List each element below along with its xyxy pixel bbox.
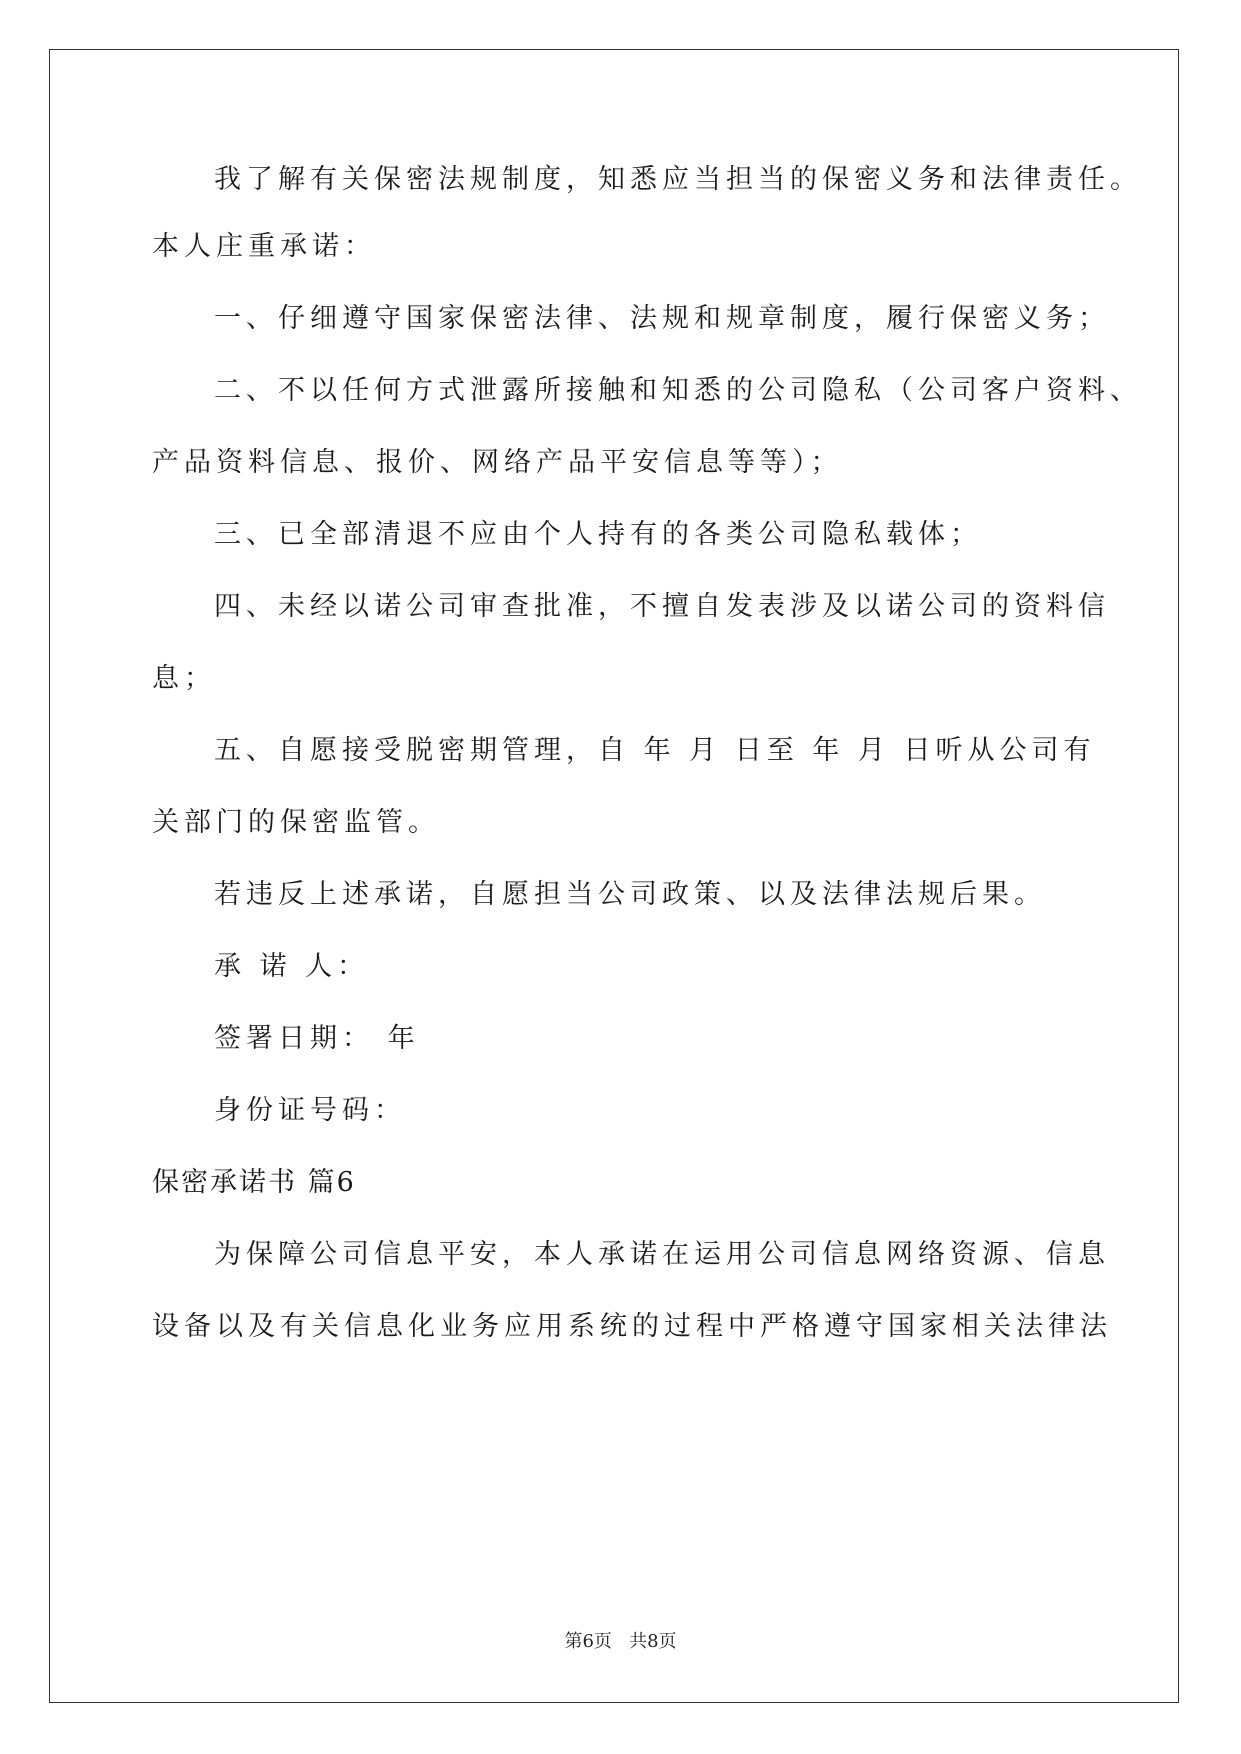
paragraph-line: 三、已全部清退不应由个人持有的各类公司隐私载体； (214, 519, 982, 550)
paragraph-line: 本人庄重承诺： (152, 231, 376, 262)
paragraph-line: 息； (152, 663, 216, 694)
paragraph-line: 设备以及有关信息化业务应用系统的过程中严格遵守国家相关法律法 (152, 1311, 1112, 1342)
page-total: 共8页 (629, 1631, 677, 1652)
paragraph-line: 关部门的保密监管。 (152, 807, 440, 838)
paragraph-line: 若违反上述承诺，自愿担当公司政策、以及法律法规后果。 (214, 879, 1046, 910)
paragraph-line: 我了解有关保密法规制度，知悉应当担当的保密义务和法律责任。 (214, 164, 1142, 195)
paragraph-line: 一、仔细遵守国家保密法律、法规和规章制度，履行保密义务； (214, 303, 1110, 334)
paragraph-line: 产品资料信息、报价、网络产品平安信息等等）； (152, 447, 843, 478)
signatory-label: 承 诺 人： (214, 951, 370, 982)
signing-date-label: 签署日期： 年 (214, 1023, 420, 1054)
id-number-label: 身份证号码： (214, 1095, 406, 1126)
page-number: 第6页 (564, 1631, 612, 1652)
paragraph-line: 五、自愿接受脱密期管理，自 年 月 日至 年 月 日听从公司有 (214, 735, 1096, 766)
paragraph-line: 二、不以任何方式泄露所接触和知悉的公司隐私（公司客户资料、 (214, 375, 1142, 406)
paragraph-line: 四、未经以诺公司审查批准，不擅自发表涉及以诺公司的资料信 (214, 591, 1110, 622)
paragraph-line: 为保障公司信息平安，本人承诺在运用公司信息网络资源、信息 (214, 1239, 1110, 1270)
section-heading: 保密承诺书 篇6 (152, 1167, 356, 1198)
page-footer (0, 1627, 1241, 1653)
